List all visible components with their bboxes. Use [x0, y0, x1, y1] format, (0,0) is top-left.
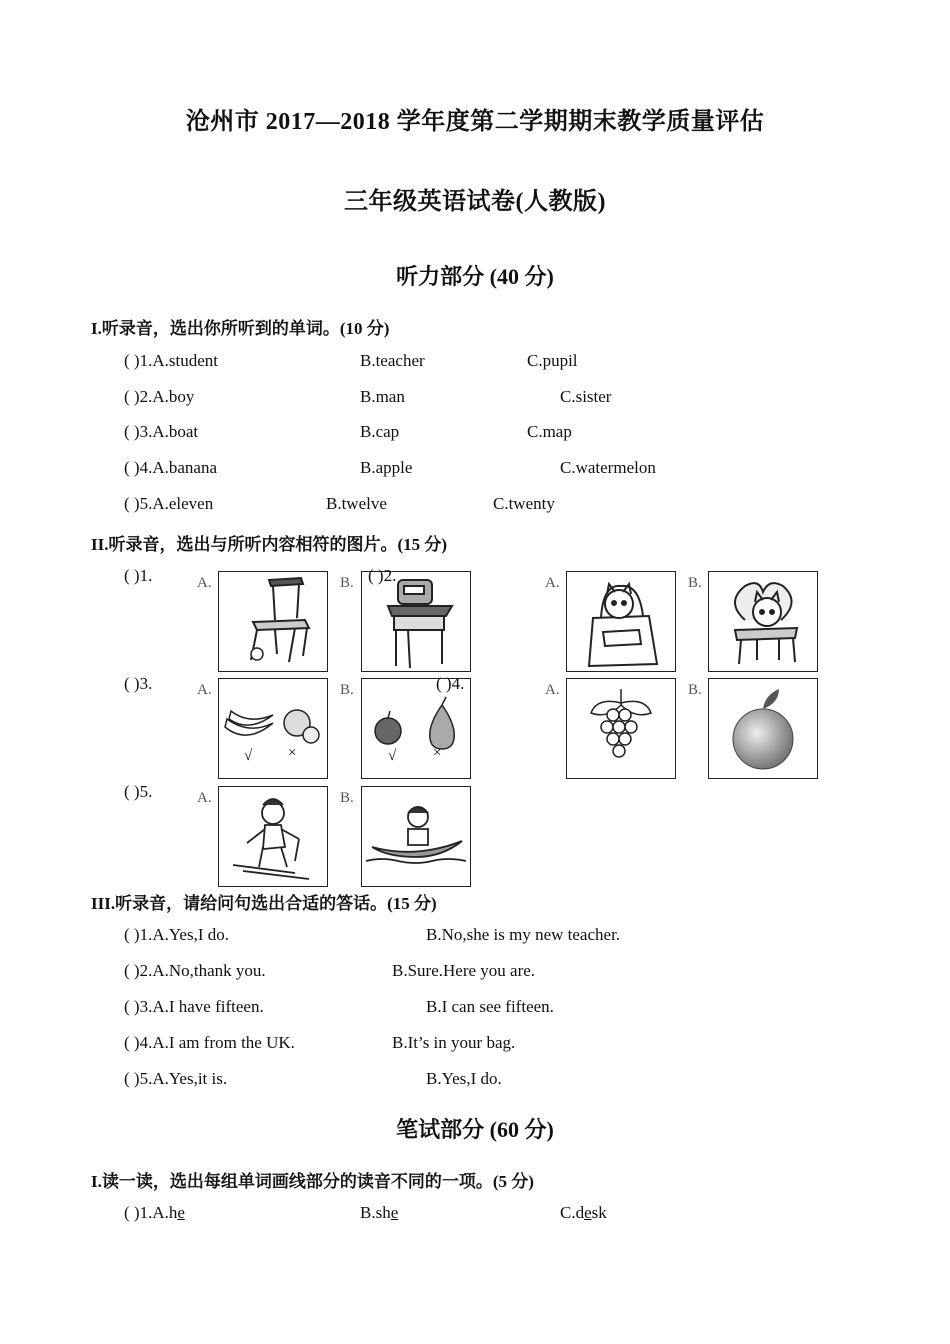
chair-picture [218, 571, 328, 672]
w1-q1-b: B.she [360, 1203, 399, 1222]
writing-heading: 笔试部分 (60 分) [396, 1117, 554, 1142]
l2-q5-label-b: B. [340, 790, 354, 806]
l3-q4: ( )4.A.I am from the UK. [124, 1033, 295, 1052]
orange-picture [708, 678, 818, 779]
writing-part1-title: I.读一读，选出每组单词画线部分的读音不同的一项。(5 分) [91, 1172, 534, 1191]
l2-q3-a-check: √ [244, 748, 253, 764]
l2-q4-label-a: A. [545, 682, 560, 698]
listening-heading: 听力部分 (40 分) [396, 264, 554, 289]
l2-q3-b-check: √ [388, 748, 397, 764]
l2-q4-label-b: B. [688, 682, 702, 698]
exam-subtitle: 三年级英语试卷(人教版) [344, 189, 606, 215]
listening-part2-title: II.听录音，选出与所听内容相符的图片。(15 分) [91, 535, 448, 554]
l1-q1-c: C.pupil [527, 351, 578, 370]
banana-orange-picture [218, 678, 328, 779]
l2-q1-label-b: B. [340, 575, 354, 591]
l3-q1: ( )1.A.Yes,I do. [124, 925, 229, 944]
l1-q4-b: B.apple [360, 458, 413, 477]
l1-q3-c: C.map [527, 422, 572, 441]
l3-q5: ( )5.A.Yes,it is. [124, 1069, 228, 1088]
l1-q3-b: B.cap [360, 422, 400, 441]
listening-part3-title: III.听录音，请给问句选出合适的答话。(15 分) [91, 894, 437, 913]
l1-q1: ( )1.A.student [124, 351, 218, 370]
l3-q3: ( )3.A.I have fifteen. [124, 997, 264, 1016]
l2-q3-label-b: B. [340, 682, 354, 698]
boating-picture [361, 786, 471, 887]
w1-q1-c-underlined: e [584, 1203, 592, 1222]
listening-part1-title: I.听录音，选出你所听到的单词。(10 分) [91, 319, 390, 338]
exam-title: 沧州市 2017—2018 学年度第二学期期末教学质量评估 [185, 109, 765, 135]
l2-q2-label-a: A. [545, 575, 560, 591]
l2-q4: ( )4. [436, 674, 465, 693]
l3-q1-b: B.No,she is my new teacher. [426, 925, 621, 944]
w1-q1-a: ( )1.A.he [124, 1203, 185, 1222]
l2-q3-a-cross: × [288, 745, 297, 761]
grapes-picture [566, 678, 676, 779]
cat-in-bag-picture [566, 571, 676, 672]
l1-q5: ( )5.A.eleven [124, 494, 214, 513]
l3-q5-b: B.Yes,I do. [426, 1069, 502, 1088]
l2-q5-label-a: A. [197, 790, 212, 806]
l2-q3-b-cross: × [433, 745, 442, 761]
l1-q4: ( )4.A.banana [124, 458, 217, 477]
w1-q1-a-underlined: e [177, 1203, 185, 1222]
l2-q3-label-a: A. [197, 682, 212, 698]
l2-q2: ( )2. [368, 566, 397, 585]
desk-bag-picture [361, 571, 471, 672]
cat-on-chair-picture [708, 571, 818, 672]
l2-q1-label-a: A. [197, 575, 212, 591]
l1-q5-b: B.twelve [326, 494, 387, 513]
skiing-picture [218, 786, 328, 887]
l1-q2: ( )2.A.boy [124, 387, 195, 406]
l3-q3-b: B.I can see fifteen. [426, 997, 554, 1016]
l2-q2-label-b: B. [688, 575, 702, 591]
l1-q5-c: C.twenty [493, 494, 555, 513]
l2-q1: ( )1. [124, 566, 153, 585]
l3-q4-b: B.It’s in your bag. [392, 1033, 516, 1052]
l1-q1-b: B.teacher [360, 351, 425, 370]
l1-q2-b: B.man [360, 387, 405, 406]
l1-q3: ( )3.A.boat [124, 422, 199, 441]
l3-q2-b: B.Sure.Here you are. [392, 961, 536, 980]
l1-q4-c: C.watermelon [560, 458, 656, 477]
l2-q5: ( )5. [124, 782, 153, 801]
w1-q1-b-underlined: e [390, 1203, 399, 1222]
w1-q1-c: C.desk [560, 1203, 607, 1222]
l2-q3: ( )3. [124, 674, 153, 693]
l3-q2: ( )2.A.No,thank you. [124, 961, 266, 980]
l1-q2-c: C.sister [560, 387, 612, 406]
